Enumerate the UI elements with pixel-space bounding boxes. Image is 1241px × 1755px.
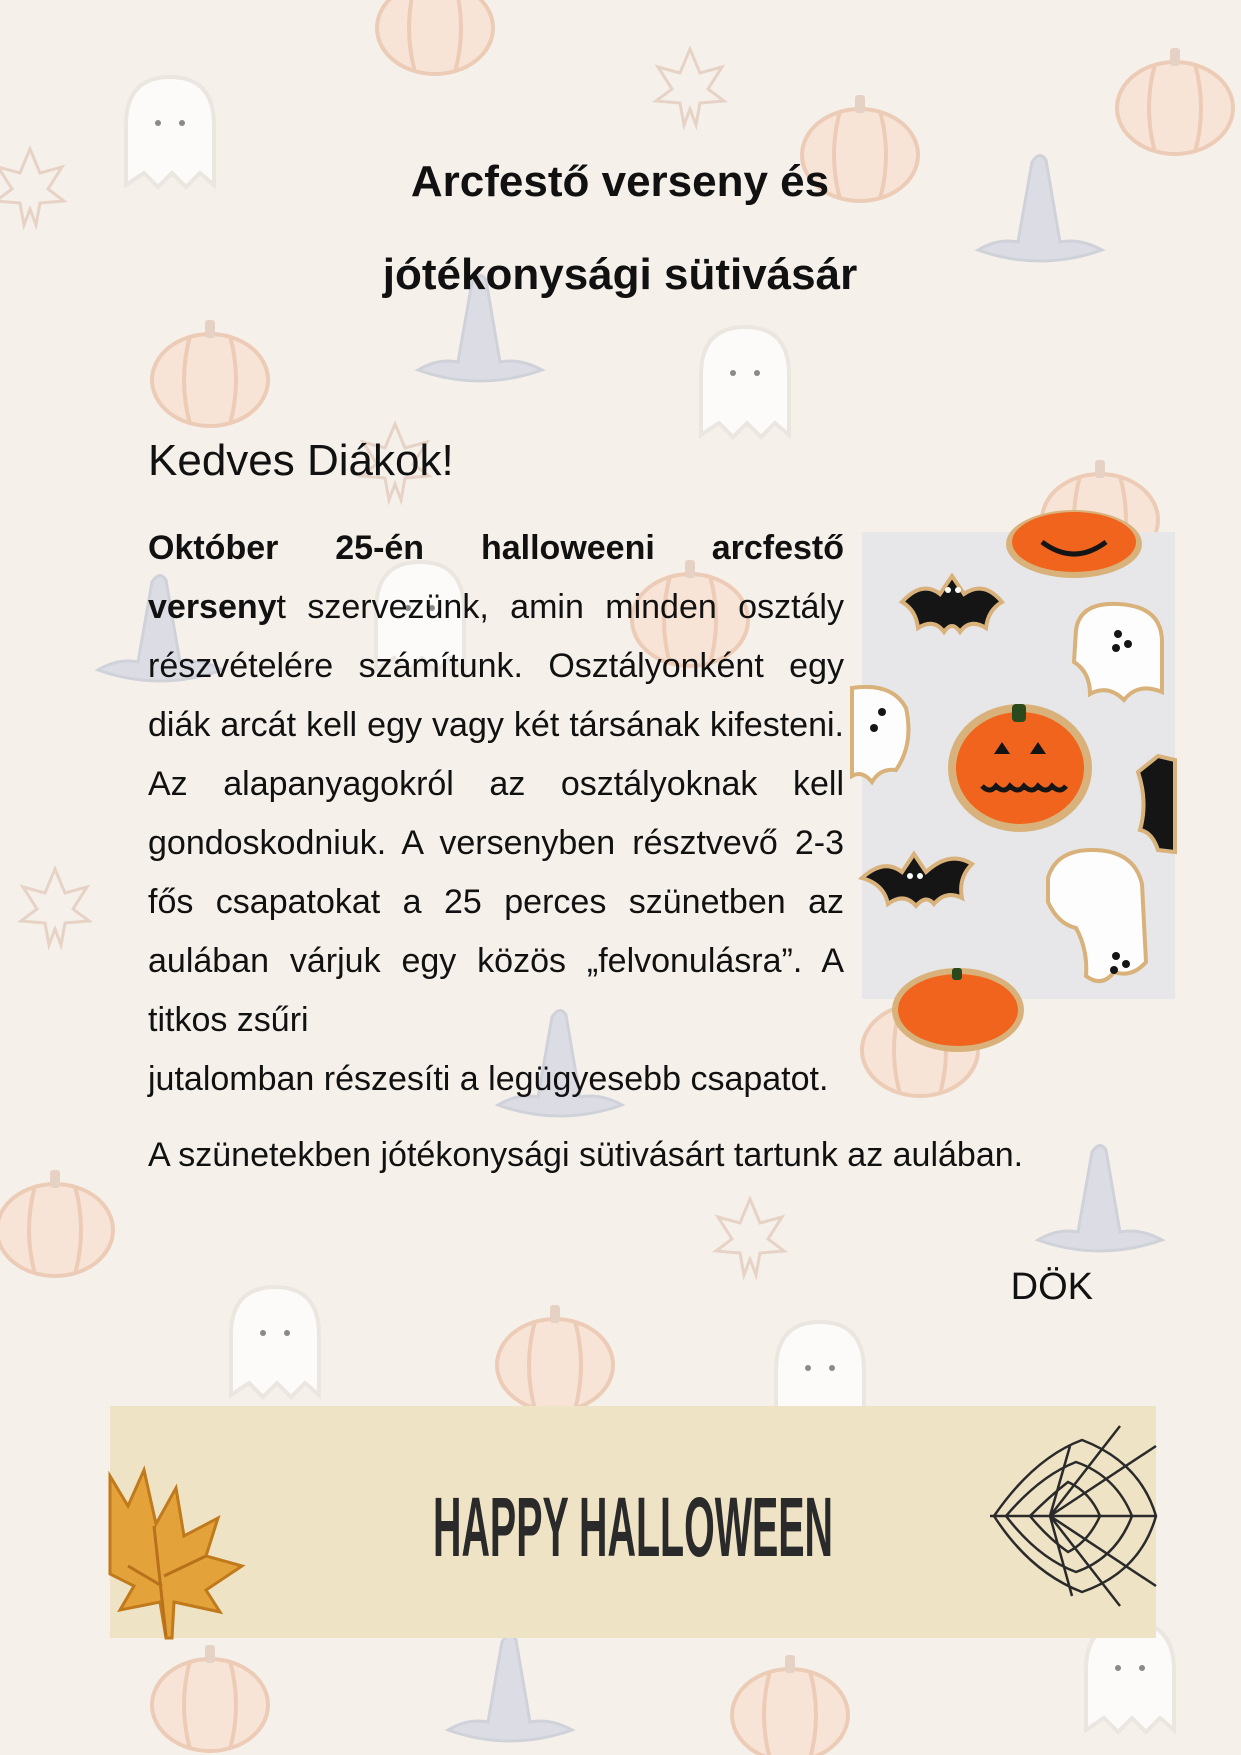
halloween-cookies-photo bbox=[862, 532, 1175, 999]
announcement-paragraph bbox=[148, 519, 844, 1109]
title-line-1: Arcfestő verseny és bbox=[410, 157, 830, 206]
announcement-bold-lead: Október 25-én halloweeni arcfestő verseny bbox=[148, 529, 844, 626]
announcement-last-line: jutalomban részesíti a legügyesebb csapatot. bbox=[148, 1060, 829, 1098]
signature: DÖK bbox=[1010, 1266, 1093, 1308]
pumpkin-cookie-icon bbox=[1006, 510, 1142, 578]
title-line-2: jótékonysági sütivásár bbox=[382, 250, 858, 299]
pumpkin-cookie-icon bbox=[892, 968, 1024, 1052]
announcement-body: t szervezünk, amin minden osztály részvételére számítunk. Osztályonként egy diák arcát kell egy vagy két társának kifesteni. Az alapanyagokról az osztályoknak kell gondoskodniuk. A versenyben résztvevő 2-3 fős csapatokat a 25 perces szünetben az aulában várjuk egy közös „felvonulásra”. A titkos zsűri bbox=[148, 588, 844, 1039]
pumpkin-cookie-icon bbox=[948, 704, 1092, 832]
bake-sale-paragraph: A szünetekben jótékonysági sütivásárt tartunk az aulában. bbox=[148, 1136, 1024, 1174]
happy-halloween-banner bbox=[110, 1406, 1156, 1638]
greeting: Kedves Diákok! bbox=[148, 436, 454, 485]
banner-text: HAPPY HALLOWEEN bbox=[433, 1480, 833, 1574]
